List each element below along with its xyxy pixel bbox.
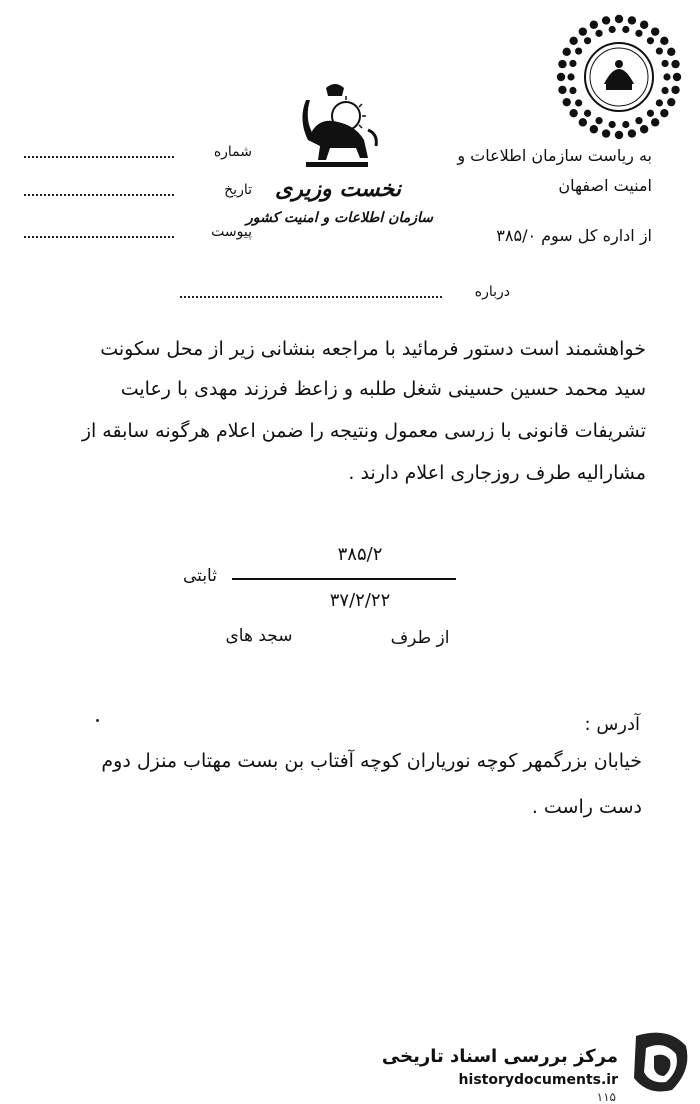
seal-dot: [640, 125, 648, 133]
seal-dot: [584, 110, 591, 117]
seal-dot: [569, 109, 577, 117]
seal-dot: [569, 87, 576, 94]
attachment-label: پیوست: [211, 224, 252, 240]
seal-dot: [647, 110, 654, 117]
seal-dot: [635, 30, 642, 37]
seal-dot: [667, 48, 675, 56]
seal-dot: [567, 73, 574, 80]
seal-dot: [647, 37, 654, 44]
seal-dot: [558, 86, 566, 94]
seal-dot: [656, 99, 663, 106]
recipient-line-1: به ریاست سازمان اطلاعات و: [457, 146, 652, 165]
address-line-2: دست راست .: [531, 796, 642, 818]
organization-name: سازمان اطلاعات و امنیت کشور: [246, 210, 433, 226]
seal-dot: [615, 131, 623, 139]
reference-rule: [232, 578, 456, 580]
seal-dot: [579, 27, 587, 35]
seal-dot: [660, 37, 668, 45]
seal-dot: [609, 121, 616, 128]
seal-dot: [595, 117, 602, 124]
seal-dot: [609, 26, 616, 33]
ministry-name: نخست وزیری: [275, 176, 401, 202]
number-dotted-line: [24, 156, 174, 158]
body-line-1: خواهشمند است دستور فرمائید با مراجعه بنشانی زیر از محل سکونت: [100, 338, 646, 360]
lion-and-sun-emblem: [290, 82, 380, 178]
seal-dot: [557, 73, 565, 81]
seal-dot: [579, 118, 587, 126]
signatory-sajjadi: سجد های: [225, 626, 293, 646]
date-field: [24, 182, 252, 204]
seal-dot: [660, 109, 668, 117]
seal-dot: [563, 48, 571, 56]
subject-label: درباره: [474, 284, 510, 300]
seal-dot: [671, 60, 679, 68]
number-field: [24, 144, 252, 166]
signatory-sabeti: ثابتی: [183, 566, 217, 586]
stray-dot: [96, 719, 99, 722]
body-line-3: تشریفات قانونی با زرسی معمول ونتیجه را ضمن اعلام هرگونه سابقه از: [81, 420, 646, 442]
seal-dot: [615, 15, 623, 23]
seal-dot: [584, 37, 591, 44]
body-line-2: سید محمد حسین حسینی شغل طلبه و زاعظ فرزند مهدی با رعایت: [120, 378, 646, 400]
on-behalf-label: از طرف: [390, 628, 450, 648]
from-department: از اداره کل سوم ۳۸۵/۰: [496, 226, 652, 245]
address-line-1: خیابان بزرگمهر کوچه نوریاران کوچه آفتاب بن بست مهتاب منزل دوم: [101, 750, 642, 772]
seal-dot: [595, 30, 602, 37]
date-label: تاریخ: [224, 182, 252, 198]
subject-dotted-line: [180, 296, 442, 298]
date-dotted-line: [24, 194, 174, 196]
seal-dot: [622, 121, 629, 128]
seal-dot: [575, 99, 582, 106]
seal-dot: [640, 21, 648, 29]
page-number-partial: ۱۱۵: [596, 1090, 616, 1104]
seal-dot: [651, 27, 659, 35]
seal-dot: [661, 60, 668, 67]
seal-dot: [635, 117, 642, 124]
seal-dot: [558, 60, 566, 68]
address-label: آدرس :: [584, 714, 640, 735]
seal-dot: [569, 37, 577, 45]
seal-dot: [651, 118, 659, 126]
seal-dot: [575, 47, 582, 54]
seal-dot: [569, 60, 576, 67]
number-label: شماره: [213, 144, 252, 160]
seal-dot: [661, 87, 668, 94]
seal-dot: [628, 129, 636, 137]
seal-dot: [663, 73, 670, 80]
watermark-title: مرکز بررسی اسناد تاریخی: [381, 1046, 618, 1067]
seal-dot: [602, 129, 610, 137]
seal-dot: [628, 16, 636, 24]
reference-date: ۳۷/۲/۲۲: [329, 590, 391, 611]
seal-dot: [656, 47, 663, 54]
seal-stamp: [556, 14, 682, 140]
seal-dot: [667, 98, 675, 106]
seal-dot: [590, 21, 598, 29]
body-line-4: مشارالیه طرف روزجاری اعلام دارند .: [348, 462, 646, 484]
attachment-field: [24, 224, 252, 246]
attachment-dotted-line: [24, 236, 174, 238]
seal-dot: [622, 26, 629, 33]
seal-dot: [671, 86, 679, 94]
recipient-line-2: امنیت اصفهان: [558, 176, 652, 195]
seal-dot: [673, 73, 681, 81]
watermark-url[interactable]: historydocuments.ir: [458, 1072, 618, 1088]
subject-field: [180, 284, 510, 304]
seal-dot: [602, 16, 610, 24]
archive-logo-icon: [628, 1026, 692, 1096]
reference-number: ۳۸۵/۲: [337, 544, 383, 565]
seal-dot: [590, 125, 598, 133]
seal-dot: [563, 98, 571, 106]
